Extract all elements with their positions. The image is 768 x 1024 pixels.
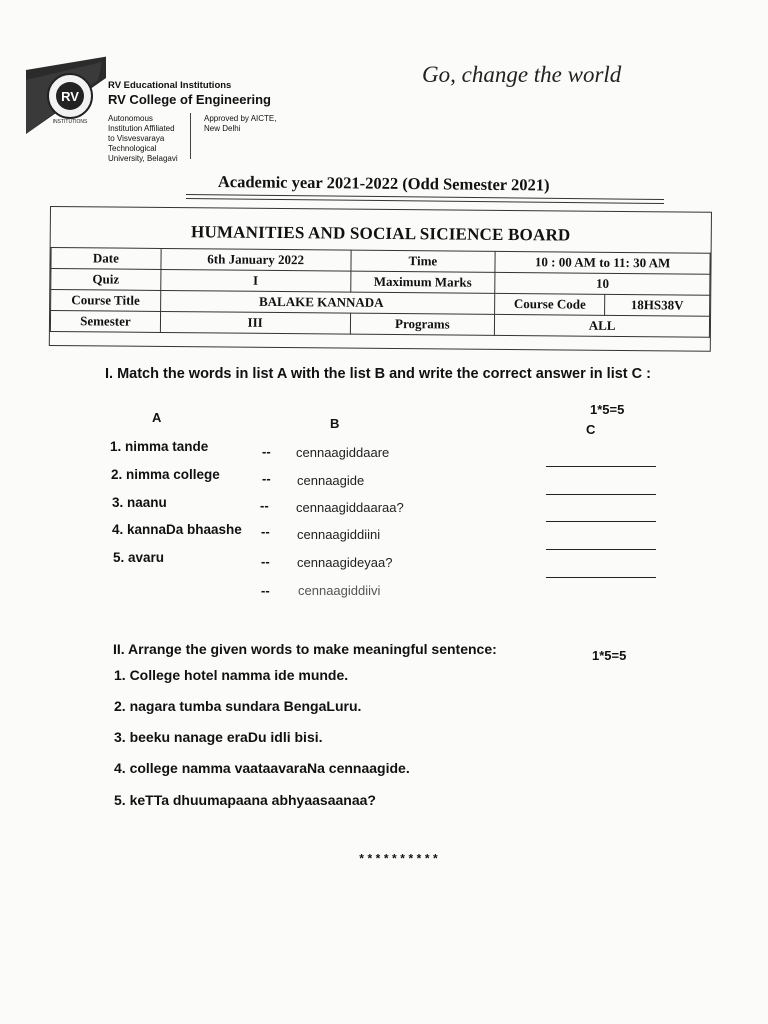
column-c-heading: C [586,422,596,437]
exam-details-box [49,206,712,352]
approval-line: Approved by AICTE, [204,114,277,123]
list-a-item: 2. nimma college [111,467,220,482]
affiliation-line: Technological [108,144,157,153]
max-marks-value: 10 [495,272,710,295]
time-value: 10 : 00 AM to 11: 30 AM [495,251,710,274]
list-b-item: cennaagide [297,473,365,488]
college-name: RV College of Engineering [108,92,272,107]
match-dash: -- [261,583,270,598]
semester-value: III [160,311,350,334]
board-title: HUMANITIES AND SOCIAL SICIENCE BOARD [190,222,571,245]
approval-block [204,114,284,134]
list-a-item: 3. naanu [112,495,167,510]
affiliation-line: Autonomous [108,114,153,123]
sentence-item: 3. beeku nanage eraDu idli bisi. [114,729,323,745]
answer-blank[interactable] [546,549,656,550]
header-divider [190,113,191,159]
answer-blank[interactable] [546,521,656,522]
sentence-item: 1. College hotel namma ide munde. [114,667,349,683]
list-b-item: cennaagiddaaraa? [296,500,404,515]
course-code-value: 18HS38V [605,294,710,316]
column-b-heading: B [330,416,340,431]
course-title-label: Course Title [51,290,161,312]
section1-question: I. Match the words in list A with the list B and write the correct answer in list C : [105,366,651,382]
quiz-label: Quiz [51,269,161,291]
affiliation-block [108,114,182,164]
list-a-item: 1. nimma tande [110,439,209,454]
date-value: 6th January 2022 [161,248,351,271]
sentence-item: 4. college namma vaataavaraNa cennaagide. [114,760,410,776]
programs-label: Programs [350,313,495,335]
answer-blank[interactable] [546,577,656,578]
tagline: Go, change the world [422,62,622,87]
time-label: Time [350,250,495,272]
table-row [50,311,709,338]
list-b-item: cennaagideyaa? [297,555,393,570]
list-a-item: 4. kannaDa bhaashe [112,522,242,537]
column-a-heading: A [152,410,162,425]
match-dash: -- [260,498,269,513]
exam-details-table [50,247,711,338]
quiz-value: I [161,269,351,292]
affiliation-line: Institution Affiliated [108,124,175,133]
semester-label: Semester [50,311,160,333]
programs-value: ALL [495,314,710,337]
institution-group: RV Educational Institutions [108,80,232,91]
section2-marks: 1*5=5 [592,648,627,663]
logo-ring-text: INSTITUTIONS [52,119,88,125]
list-b-item: cennaagiddiini [297,527,381,542]
end-marker: ********** [358,853,441,867]
affiliation-line: University, Belagavi [108,154,178,163]
affiliation-line: to Visvesvaraya [108,134,165,143]
max-marks-label: Maximum Marks [350,271,495,293]
section1-marks: 1*5=5 [590,402,625,417]
match-dash: -- [261,524,270,539]
answer-blank[interactable] [546,466,656,467]
list-a-item: 5. avaru [113,550,165,565]
match-dash: -- [262,471,271,486]
logo-letters: RV [61,89,79,104]
list-b-item: cennaagiddaare [296,445,390,460]
list-b-item: cennaagiddiivi [298,583,381,598]
match-dash: -- [261,554,270,569]
sentence-item: 5. keTTa dhuumapaana abhyaasaanaa? [114,792,376,808]
date-label: Date [51,248,161,270]
match-dash: -- [262,444,271,459]
approval-line: New Delhi [204,124,241,133]
answer-blank[interactable] [546,494,656,495]
section2-question: II. Arrange the given words to make meaningful sentence: [113,641,497,657]
college-logo [26,50,106,134]
course-code-label: Course Code [495,293,605,315]
course-title-value: BALAKE KANNADA [160,290,495,314]
sentence-item: 2. nagara tumba sundara BengaLuru. [114,698,362,714]
academic-year: Academic year 2021-2022 (Odd Semester 2021) [217,172,550,195]
